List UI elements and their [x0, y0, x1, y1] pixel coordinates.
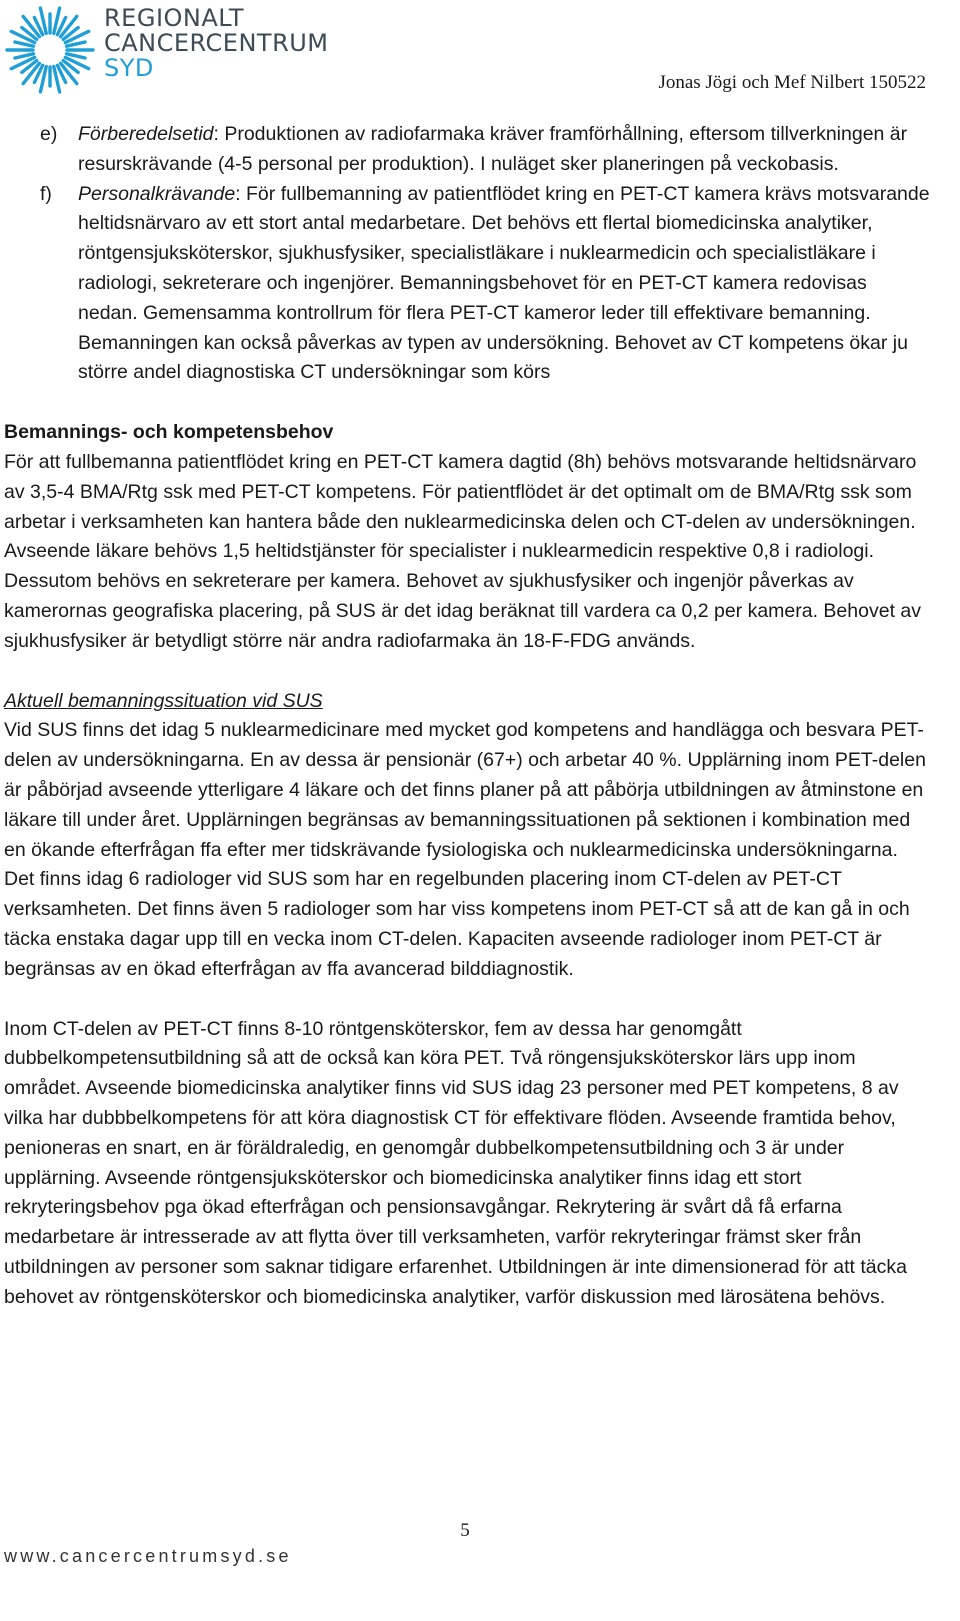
section-heading: Bemannings- och kompetensbehov: [4, 421, 334, 444]
author-line: Jonas Jögi och Mef Nilbert 150522: [658, 72, 926, 93]
criteria-list: [4, 120, 930, 388]
page-number: 5: [460, 1520, 470, 1541]
sunburst-logo-icon: [4, 4, 96, 94]
list-item-text: : Produktionen av radiofarmaka kräver framförhållning, eftersom tillverkningen är resurskrävande (4-5 personal per produktion). I nuläget sker planeringen på veckobasis.: [78, 123, 908, 175]
logo-text: [104, 6, 329, 81]
logo: [4, 2, 329, 94]
subsection-paragraph-1: Vid SUS finns det idag 5 nuklearmedicinare med mycket god kompetens and handlägga och besvara PET-delen av undersökningarna. En av dessa är pensionär (67+) och arbetar 40 %. Upplärning inom PET-delen är påbörjad avseende ytterligare 4 läkare och det finns planer på att påbörja utbildningen av åtminstone en läkare till under året. Upplärningen begränsas av bemanningssituationen på sektionen i kombination med en ökande efterfrågan ffa efter mer tidskrävande fysiologiska och nuklearmedicinska undersökningarna. Det finns idag 6 radiologer vid SUS som har en regelbunden placering inom CT-delen av PET-CT verksamheten. Det finns även 5 radiologer som har viss kompetens inom PET-CT så att de kan gå in och täcka enstaka dagar upp till en vecka inom CT-delen. Kapaciten avseende radiologer inom PET-CT är begränsas av en ökad efterfrågan av ffa avancerad bilddiagnostik.: [4, 719, 926, 980]
footer-url: www.cancercentrumsyd.se: [4, 1546, 292, 1566]
list-item-e: [4, 120, 930, 180]
logo-line-3: SYD: [104, 54, 154, 82]
list-item-f: [4, 180, 930, 389]
logo-line-2: CANCERCENTRUM: [104, 29, 329, 57]
logo-line-1: REGIONALT: [104, 4, 245, 32]
list-marker: f): [40, 182, 52, 205]
subsection-heading: Aktuell bemanningssituation vid SUS: [4, 689, 323, 712]
list-item-text: : För fullbemanning av patientflödet kring en PET-CT kamera krävs motsvarande heltidsnärvaro av ett stort antal medarbetare. Det behövs ett flertal biomedicinska analytiker, röntgensjuksköterskor, sjukhusfysiker, specialistläkare i nuklearmedicin och specialistläkare i radiologi, sekreterare och ingenjörer. Bemanningsbehovet för en PET-CT kamera redovisas nedan. Gemensamma kontrollrum för flera PET-CT kameror leder till effektivare bemanning. Bemanningen kan också påverkas av typen av undersökning. Behovet av CT kompetens ökar ju större andel diagnostiska CT undersökningar som körs: [78, 182, 930, 384]
list-marker: e): [40, 123, 58, 145]
list-item-term: Förberedelsetid: [78, 123, 214, 145]
section-paragraph: För att fullbemanna patientflödet kring en PET-CT kamera dagtid (8h) behövs motsvarande heltidsnärvaro av 3,5-4 BMA/Rtg ssk med PET-CT kompetens. För patientflödet är det optimalt om de BMA/Rtg ssk som arbetar i verksamheten kan hantera både den nuklearmedicinska delen och CT-delen av undersökningen. Avseende läkare behövs 1,5 heltidstjänster för specialister i nuklearmedicin respektive 0,8 i radiologi. Dessutom behövs en sekreterare per kamera. Behovet av sjukhusfysiker och ingenjör påverkas av kamerornas geografiska placering, på SUS är det idag beräknat till vardera ca 0,2 per kamera. Behovet av sjukhusfysiker är betydligt större när andra radiofarmaka än 18-F-FDG används.: [4, 450, 921, 652]
subsection-paragraph-2: Inom CT-delen av PET-CT finns 8-10 röntgensköterskor, fem av dessa har genomgått dubbelkompetensutbildning så att de också kan köra PET. Två röngensjuksköterskor lärs upp inom området. Avseende biomedicinska analytiker finns vid SUS idag 23 personer med PET kompetens, 8 av vilka har dubbbelkompetens för att köra diagnostisk CT för effektivare flöden. Avseende framtida behov, penioneras en snart, en är föräldraledig, en genomgår dubbelkompetensutbildning och 3 är under upplärning. Avseende röntgensjuksköterskor och biomedicinska analytiker finns idag ett stort rekryteringsbehov pga ökad efterfrågan och pensionsavgångar. Rekrytering är svårt då få erfarna medarbetare är intresserade av att flytta över till verksamheten, varför rekryteringar främst sker från utbildningen av personer som saknar tidigare erfarenhet. Utbildningen är inte dimensionerad för att täcka behovet av röntgensköterskor och biomedicinska analytiker, varför diskussion med lärosätena behövs.: [4, 1017, 907, 1308]
list-item-term: Personalkrävande: [78, 182, 236, 205]
document-body: [4, 120, 930, 1312]
page-header: [0, 0, 960, 100]
